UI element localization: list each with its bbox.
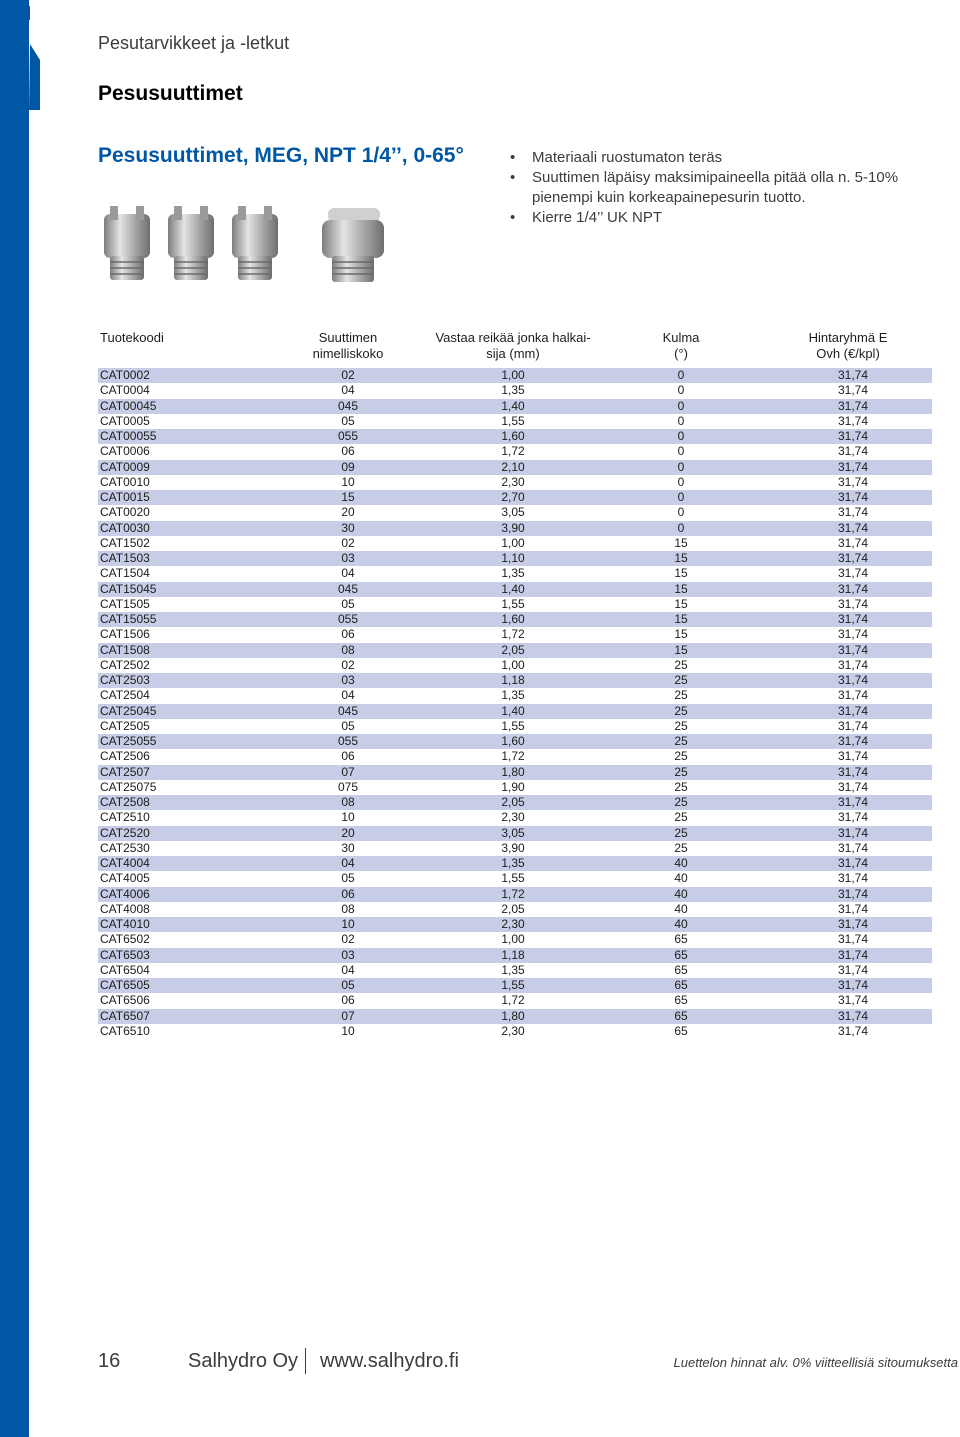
table-row (98, 826, 932, 841)
cell-code: CAT0002 (100, 368, 150, 382)
nozzle-2 (168, 206, 214, 280)
cell-angle: 25 (674, 749, 688, 764)
cell-code: CAT15055 (100, 612, 157, 626)
cell-size: 06 (341, 444, 355, 459)
cell-code: CAT4005 (100, 871, 150, 886)
cell-code: CAT1503 (100, 551, 150, 565)
cell-hole: 2,05 (501, 642, 525, 657)
cell-price: 31,74 (837, 703, 868, 718)
table-row (98, 673, 932, 688)
table-row (98, 627, 932, 642)
cell-hole: 2,10 (501, 459, 525, 474)
cell-price: 31,74 (837, 825, 868, 840)
cell-hole: 1,40 (501, 398, 525, 413)
cell-code: CAT6505 (100, 978, 150, 992)
cell-price: 31,74 (837, 993, 868, 1008)
cell-size: 04 (341, 962, 355, 977)
cell-hole: 1,00 (501, 368, 525, 382)
cell-size: 03 (341, 947, 355, 962)
nozzle-1 (104, 206, 150, 280)
cell-angle: 0 (677, 520, 685, 535)
cell-code: CAT6502 (100, 932, 150, 947)
cell-hole: 1,60 (501, 429, 525, 443)
cell-hole: 1,40 (501, 581, 525, 596)
table-row (98, 871, 932, 886)
cell-code: CAT6506 (100, 993, 150, 1008)
table-row (98, 597, 932, 612)
cell-code: CAT4006 (100, 886, 150, 901)
cell-code: CAT0020 (100, 505, 150, 520)
cell-price: 31,74 (837, 612, 868, 626)
cell-price: 31,74 (837, 657, 868, 672)
cell-size: 08 (341, 795, 355, 809)
cell-price: 31,74 (837, 551, 868, 565)
cell-angle: 65 (674, 962, 688, 977)
footer-divider (305, 1348, 306, 1374)
table-row (98, 551, 932, 566)
cell-hole: 2,30 (501, 917, 525, 931)
table-row (98, 658, 932, 673)
table-row (98, 795, 932, 810)
table-row (98, 856, 932, 871)
nozzle-product-image (96, 200, 386, 290)
cell-hole: 1,00 (501, 535, 525, 550)
cell-size: 045 (337, 703, 359, 718)
cell-price: 31,74 (837, 566, 868, 581)
cell-price: 31,74 (837, 917, 868, 931)
table-row (98, 688, 932, 703)
cell-code: CAT0005 (100, 413, 150, 428)
table-row (98, 643, 932, 658)
cell-size: 10 (341, 474, 355, 489)
cell-code: CAT15045 (100, 581, 157, 596)
table-row (98, 841, 932, 856)
cell-code: CAT1504 (100, 566, 150, 581)
header-size-line2: nimelliskoko (312, 346, 384, 361)
cell-hole: 1,40 (501, 703, 525, 718)
table-row (98, 978, 932, 993)
table-row (98, 383, 932, 398)
cell-hole: 1,72 (501, 444, 525, 459)
table-row (98, 490, 932, 505)
cell-angle: 0 (677, 444, 685, 459)
cell-hole: 1,90 (501, 779, 525, 794)
cell-size: 055 (337, 734, 359, 748)
cell-code: CAT00055 (100, 429, 157, 443)
table-row (98, 704, 932, 719)
cell-size: 05 (341, 413, 355, 428)
cell-price: 31,74 (837, 444, 868, 459)
cell-size: 05 (341, 718, 355, 733)
table-row (98, 399, 932, 414)
cell-size: 08 (341, 901, 355, 916)
cell-hole: 2,30 (501, 1023, 525, 1038)
cell-price: 31,74 (837, 962, 868, 977)
cell-price: 31,74 (837, 581, 868, 596)
cell-size: 08 (341, 642, 355, 657)
cell-hole: 3,90 (501, 840, 525, 855)
cell-hole: 1,55 (501, 413, 525, 428)
cell-size: 20 (341, 505, 355, 520)
cell-code: CAT6504 (100, 962, 150, 977)
cell-price: 31,74 (837, 642, 868, 657)
cell-hole: 1,35 (501, 688, 525, 703)
cell-price: 31,74 (837, 901, 868, 916)
table-row (98, 963, 932, 978)
table-row (98, 429, 932, 444)
cell-code: CAT0010 (100, 474, 150, 489)
cell-hole: 2,30 (501, 474, 525, 489)
table-row (98, 932, 932, 947)
cell-hole: 1,55 (501, 596, 525, 611)
header-size (288, 330, 408, 362)
cell-hole: 3,05 (501, 505, 525, 520)
table-header (98, 330, 932, 364)
cell-angle: 40 (674, 901, 688, 916)
cell-size: 03 (341, 551, 355, 565)
cell-hole: 2,30 (501, 810, 525, 825)
cell-price: 31,74 (837, 764, 868, 779)
cell-price: 31,74 (837, 627, 868, 642)
header-angle (641, 330, 721, 362)
table-row (98, 810, 932, 825)
cell-code: CAT2505 (100, 718, 150, 733)
cell-hole: 1,00 (501, 657, 525, 672)
cell-price: 31,74 (837, 932, 868, 947)
cell-angle: 15 (674, 535, 688, 550)
cell-size: 30 (341, 520, 355, 535)
cell-code: CAT2502 (100, 657, 150, 672)
cell-angle: 25 (674, 703, 688, 718)
table-row (98, 536, 932, 551)
cell-price: 31,74 (837, 947, 868, 962)
cell-price: 31,74 (837, 459, 868, 474)
feature-item: • Kierre 1/4’’ UK NPT (510, 208, 930, 228)
cell-angle: 65 (674, 947, 688, 962)
cell-code: CAT0030 (100, 520, 150, 535)
cell-code: CAT0004 (100, 383, 150, 398)
cell-hole: 2,05 (501, 901, 525, 916)
cell-angle: 15 (674, 642, 688, 657)
header-price (788, 330, 908, 362)
table-row (98, 460, 932, 475)
table-row (98, 902, 932, 917)
cell-angle: 65 (674, 1023, 688, 1038)
header-hole (428, 330, 598, 362)
cell-price: 31,74 (837, 688, 868, 703)
cell-angle: 65 (674, 993, 688, 1008)
cell-angle: 15 (674, 596, 688, 611)
cell-code: CAT1505 (100, 596, 150, 611)
cell-size: 05 (341, 871, 355, 886)
cell-hole: 1,55 (501, 718, 525, 733)
cell-angle: 25 (674, 795, 688, 809)
cell-price: 31,74 (837, 535, 868, 550)
cell-size: 06 (341, 886, 355, 901)
table-row (98, 475, 932, 490)
cell-size: 045 (337, 581, 359, 596)
header-hole-line2: sija (mm) (486, 346, 540, 361)
nozzle-4 (322, 208, 384, 282)
cell-price: 31,74 (837, 413, 868, 428)
cell-size: 10 (341, 810, 355, 825)
cell-price: 31,74 (837, 673, 868, 687)
cell-size: 03 (341, 673, 355, 687)
cell-size: 02 (341, 368, 355, 382)
cell-code: CAT2520 (100, 825, 150, 840)
cell-code: CAT2510 (100, 810, 150, 825)
header-code: Tuotekoodi (100, 330, 164, 345)
cell-code: CAT2503 (100, 673, 150, 687)
cell-angle: 15 (674, 612, 688, 626)
cell-code: CAT4010 (100, 917, 150, 931)
cell-price: 31,74 (837, 368, 868, 382)
table-row (98, 719, 932, 734)
cell-angle: 25 (674, 673, 688, 687)
header-hole-line1: Vastaa reikää jonka halkai- (435, 330, 591, 345)
cell-angle: 65 (674, 932, 688, 947)
cell-hole: 1,72 (501, 749, 525, 764)
cell-size: 04 (341, 856, 355, 870)
cell-size: 02 (341, 932, 355, 947)
cell-size: 075 (337, 779, 359, 794)
cell-angle: 0 (677, 490, 685, 504)
cell-angle: 40 (674, 917, 688, 931)
cell-code: CAT1508 (100, 642, 150, 657)
cell-code: CAT1506 (100, 627, 150, 642)
cell-angle: 25 (674, 764, 688, 779)
cell-size: 20 (341, 825, 355, 840)
table-row (98, 566, 932, 581)
cell-hole: 2,05 (501, 795, 525, 809)
cell-code: CAT25055 (100, 734, 157, 748)
cell-size: 07 (341, 1008, 355, 1023)
cell-code: CAT2530 (100, 840, 150, 855)
cell-hole: 1,72 (501, 993, 525, 1008)
price-table (98, 368, 932, 1039)
cell-price: 31,74 (837, 856, 868, 870)
cell-price: 31,74 (837, 1008, 868, 1023)
cell-hole: 1,60 (501, 734, 525, 748)
cell-hole: 3,05 (501, 825, 525, 840)
cell-angle: 65 (674, 978, 688, 992)
cell-code: CAT2507 (100, 764, 150, 779)
cell-hole: 1,18 (501, 947, 525, 962)
cell-price: 31,74 (837, 520, 868, 535)
page-title: Pesusuuttimet (98, 82, 243, 105)
cell-angle: 25 (674, 734, 688, 748)
cell-price: 31,74 (837, 383, 868, 398)
table-row (98, 444, 932, 459)
table-row (98, 582, 932, 597)
website-link[interactable]: www.salhydro.fi (320, 1350, 459, 1372)
cell-price: 31,74 (837, 871, 868, 886)
cell-size: 04 (341, 566, 355, 581)
cell-price: 31,74 (837, 505, 868, 520)
cell-price: 31,74 (837, 429, 868, 443)
cell-angle: 40 (674, 886, 688, 901)
table-row (98, 368, 932, 383)
table-row (98, 505, 932, 520)
cell-price: 31,74 (837, 795, 868, 809)
cell-angle: 0 (677, 459, 685, 474)
cell-size: 30 (341, 840, 355, 855)
cell-hole: 1,35 (501, 962, 525, 977)
cell-angle: 15 (674, 627, 688, 642)
table-row (98, 749, 932, 764)
cell-size: 02 (341, 657, 355, 672)
feature-item: • Materiaali ruostumaton teräs (510, 148, 930, 168)
cell-code: CAT1502 (100, 535, 150, 550)
cell-code: CAT0009 (100, 459, 150, 474)
cell-angle: 25 (674, 825, 688, 840)
cell-angle: 25 (674, 688, 688, 703)
header-angle-line2: (°) (674, 346, 688, 361)
cell-angle: 0 (677, 505, 685, 520)
cell-hole: 1,55 (501, 871, 525, 886)
cell-angle: 0 (677, 368, 685, 382)
table-row (98, 1024, 932, 1039)
cell-hole: 1,35 (501, 856, 525, 870)
cell-angle: 25 (674, 779, 688, 794)
price-disclaimer: Luettelon hinnat alv. 0% viitteellisiä sitoumuksetta (673, 1355, 958, 1370)
cell-code: CAT00045 (100, 398, 157, 413)
cell-price: 31,74 (837, 1023, 868, 1038)
cell-angle: 40 (674, 871, 688, 886)
cell-angle: 0 (677, 398, 685, 413)
cell-code: CAT2508 (100, 795, 150, 809)
cell-hole: 1,10 (501, 551, 525, 565)
cell-code: CAT0015 (100, 490, 150, 504)
cell-hole: 1,00 (501, 932, 525, 947)
cell-angle: 40 (674, 856, 688, 870)
cell-code: CAT2504 (100, 688, 150, 703)
table-row (98, 917, 932, 932)
cell-size: 02 (341, 535, 355, 550)
cell-hole: 1,55 (501, 978, 525, 992)
cell-size: 04 (341, 688, 355, 703)
cell-price: 31,74 (837, 749, 868, 764)
table-row (98, 887, 932, 902)
cell-angle: 25 (674, 840, 688, 855)
cell-hole: 3,90 (501, 520, 525, 535)
header-size-line1: Suuttimen (318, 330, 378, 345)
cell-angle: 15 (674, 551, 688, 565)
cell-size: 10 (341, 1023, 355, 1038)
cell-hole: 1,72 (501, 627, 525, 642)
cell-price: 31,74 (837, 474, 868, 489)
table-row (98, 1009, 932, 1024)
side-color-bar (0, 0, 29, 1437)
section-category: Pesutarvikkeet ja -letkut (98, 33, 290, 53)
feature-list (510, 148, 930, 228)
cell-hole: 1,80 (501, 1008, 525, 1023)
cell-hole: 1,35 (501, 566, 525, 581)
cell-code: CAT6507 (100, 1008, 150, 1023)
cell-size: 05 (341, 596, 355, 611)
cell-price: 31,74 (837, 398, 868, 413)
feature-item: • Suuttimen läpäisy maksimipaineella pitää olla n. 5-10% pienempi kuin korkeapainepesurin tuotto. (510, 168, 930, 208)
cell-price: 31,74 (837, 810, 868, 825)
header-price-line2: Ovh (€/kpl) (816, 346, 880, 361)
cell-hole: 1,60 (501, 612, 525, 626)
cell-angle: 15 (674, 581, 688, 596)
table-row (98, 521, 932, 536)
cell-price: 31,74 (837, 978, 868, 992)
cell-price: 31,74 (837, 596, 868, 611)
table-row (98, 612, 932, 627)
cell-hole: 1,18 (501, 673, 525, 687)
cell-hole: 1,35 (501, 383, 525, 398)
cell-hole: 1,72 (501, 886, 525, 901)
header-angle-line1: Kulma (662, 330, 700, 345)
cell-size: 07 (341, 764, 355, 779)
cell-hole: 2,70 (501, 490, 525, 504)
cell-size: 05 (341, 978, 355, 992)
header-price-line1: Hintaryhmä E (808, 330, 888, 345)
cell-code: CAT4008 (100, 901, 150, 916)
cell-angle: 25 (674, 657, 688, 672)
cell-hole: 1,80 (501, 764, 525, 779)
cell-angle: 25 (674, 718, 688, 733)
cell-code: CAT0006 (100, 444, 150, 459)
cell-angle: 25 (674, 810, 688, 825)
cell-size: 045 (337, 398, 359, 413)
page-number: 16 (98, 1350, 121, 1372)
table-row (98, 780, 932, 795)
cell-code: CAT2506 (100, 749, 150, 764)
cell-size: 04 (341, 383, 355, 398)
table-row (98, 948, 932, 963)
cell-size: 06 (341, 993, 355, 1008)
cell-code: CAT4004 (100, 856, 150, 870)
cell-size: 055 (337, 429, 359, 443)
cell-price: 31,74 (837, 490, 868, 504)
cell-angle: 65 (674, 1008, 688, 1023)
cell-code: CAT6510 (100, 1023, 150, 1038)
nozzle-3 (232, 206, 278, 280)
cell-code: CAT25075 (100, 779, 157, 794)
cell-price: 31,74 (837, 886, 868, 901)
cell-price: 31,74 (837, 779, 868, 794)
table-row (98, 993, 932, 1008)
cell-code: CAT6503 (100, 947, 150, 962)
table-row (98, 414, 932, 429)
cell-size: 15 (341, 490, 355, 504)
cell-size: 09 (341, 459, 355, 474)
cell-angle: 0 (677, 413, 685, 428)
cell-angle: 0 (677, 429, 685, 443)
cell-angle: 0 (677, 474, 685, 489)
cell-price: 31,74 (837, 734, 868, 748)
cell-size: 06 (341, 627, 355, 642)
cell-code: CAT25045 (100, 703, 157, 718)
company-name: Salhydro Oy (188, 1350, 299, 1372)
cell-size: 10 (341, 917, 355, 931)
cell-angle: 15 (674, 566, 688, 581)
table-row (98, 734, 932, 749)
cell-size: 055 (337, 612, 359, 626)
page-footer (98, 1348, 960, 1378)
product-title: Pesusuuttimet, MEG, NPT 1/4’’, 0-65° (98, 144, 464, 167)
table-row (98, 765, 932, 780)
cell-price: 31,74 (837, 840, 868, 855)
cell-price: 31,74 (837, 718, 868, 733)
cell-angle: 0 (677, 383, 685, 398)
cell-size: 06 (341, 749, 355, 764)
side-bar-logo-shape (0, 0, 40, 110)
